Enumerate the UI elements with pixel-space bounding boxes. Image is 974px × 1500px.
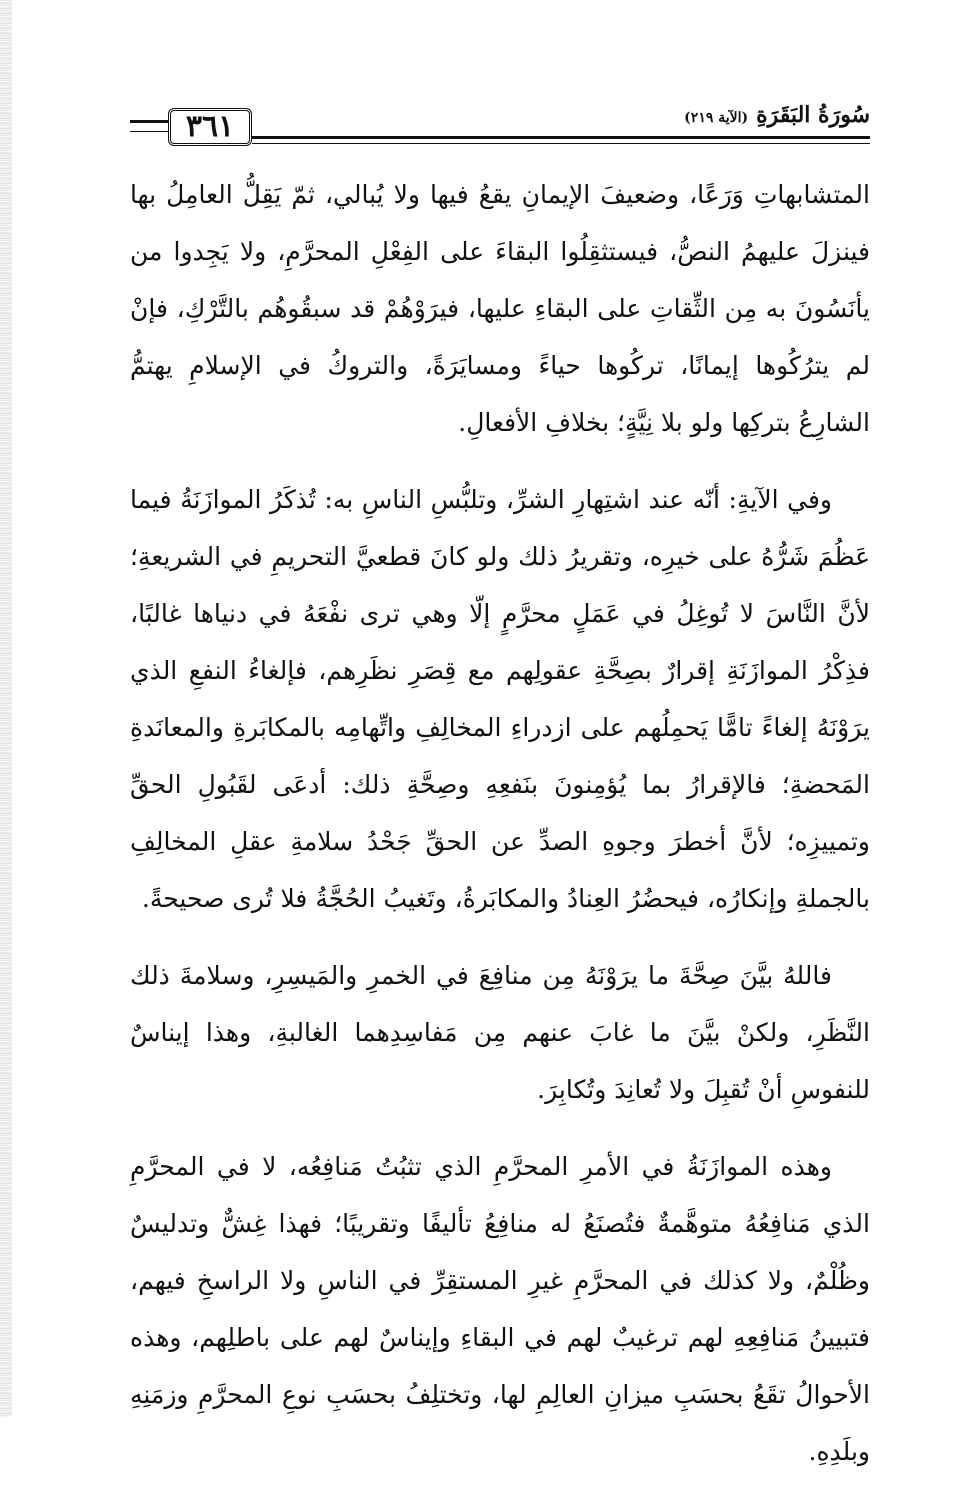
page-header	[130, 100, 870, 154]
header-rule	[252, 136, 870, 144]
header-rule-left	[130, 120, 168, 132]
paragraph: وفي الآيةِ: أنّه عند اشتِهارِ الشرِّ، وتلبُّسِ الناسِ به: تُذكَرُ الموازَنَةُ فيما عَظُمَ شَرُّهُ على خيرِه، وتقريرُ ذلك ولو كانَ قطعيَّ التحريمِ في الشريعةِ؛ لأنَّ النَّاسَ لا تُوغِلُ في عَمَلٍ محرَّمٍ إلّا وهي ترى نفْعَهُ في دنياها غالبًا، فذِكْرُ الموازَنَةِ إقرارٌ بصِحَّةِ عقولِهم مع قِصَرِ نظَرِهم، فإلغاءُ النفعِ الذي يرَوْنَهُ إلغاءً تامًّا يَحمِلُهم على ازدراءِ المخالِفِ واتِّهامِه بالمكابَرةِ والمعانَدةِ المَحضةِ؛ فالإقرارُ بما يُؤمِنونَ بنَفعِهِ وصِحَّةِ ذلك: أدعَى لقَبُولِ الحقِّ وتمييزِه؛ لأنَّ أخطرَ وجوهِ الصدِّ عن الحقِّ جَحْدُ سلامةِ عقلِ المخالِفِ بالجملةِ وإنكارُه، فيحضُرُ العِنادُ والمكابَرةُ، وتَغيبُ الحُجَّةُ فلا تُرى صحيحةً.	[130, 485, 870, 913]
paragraph: وهذه الموازَنَةُ في الأمرِ المحرَّمِ الذي تثبُتُ مَنافِعُه، لا في المحرَّمِ الذي مَنافِعُهُ متوهَّمةٌ فتُصنَعُ له منافِعُ تأليفًا وتقريبًا؛ فهذا غِشٌّ وتدليسٌ وظُلْمٌ، ولا كذلك في المحرَّمِ غيرِ المستقِرِّ في الناسِ ولا الراسخِ فيهم، فتبيينُ مَنافِعِهِ لهم ترغيبٌ لهم في البقاءِ وإيناسٌ لهم على باطلِهم، وهذه الأحوالُ تقَعُ بحسَبِ ميزانِ العالِمِ لها، وتختلِفُ بحسَبِ نوعِ المحرَّمِ وزمَنِهِ وبلَدِهِ.	[130, 1152, 870, 1466]
page-number: ٣٦١	[168, 108, 252, 146]
paragraph: فاللهُ بيَّنَ صِحَّةَ ما يرَوْنَهُ مِن منافِعَ في الخمرِ والمَيسِرِ، وسلامةَ ذلك النَّظَرِ، ولكنْ بيَّنَ ما غابَ عنهم مِن مَفاسِدِهما الغالبةِ، وهذا إيناسٌ للنفوسِ أنْ تُقبِلَ ولا تُعانِدَ وتُكابِرَ.	[130, 961, 870, 1104]
page-body	[130, 166, 870, 1500]
verse-reference: (الآية ٢١٩)	[684, 110, 749, 126]
paragraph: المتشابهاتِ وَرَعًا، وضعيفَ الإيمانِ يقعُ فيها ولا يُبالي، ثمّ يَقِلُّ العامِلُ بها فينزلَ عليهمُ النصُّ، فيستثقِلُوا البقاءَ على الفِعْلِ المحرَّمِ، ولا يَجِدوا من يأنَسُونَ به مِن الثِّقاتِ على البقاءِ عليها، فيرَوْهُمْ قد سبقُوهُم بالتَّرْكِ، فإنْ لم يترُكُوها إيمانًا، تركُوها حياءً ومسايَرَةً، والتروكُ في الإسلامِ يهتمُّ الشارِعُ بتركِها ولو بلا نِيَّةٍ؛ بخلافِ الأفعالِ.	[130, 180, 870, 437]
running-head	[684, 102, 870, 128]
binding-edge	[0, 0, 12, 1417]
surah-title: سُورَةُ البَقَرَةِ	[756, 102, 870, 128]
